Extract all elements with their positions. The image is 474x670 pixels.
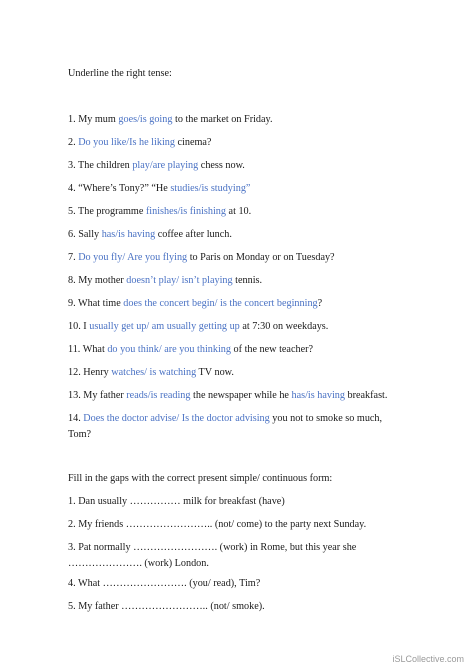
site-watermark: iSLCollective.com [392,654,464,664]
question-text: you not to smoke so much, [269,413,383,424]
question-10 [68,320,328,333]
question-text: to Paris on Monday or on Tuesday? [187,252,335,263]
question-text: at 7:30 on weekdays. [239,321,329,332]
question-number: 6. [68,229,79,240]
question-11 [68,343,313,356]
tense-options[interactable]: usually get up/ am usually getting up [89,321,240,332]
question-number: 14. [68,413,84,424]
question-number: 3. [68,160,79,171]
question-4 [68,182,250,195]
gap-question-5: 5. My father …………………….. (not/ smoke). [68,601,265,612]
question-text: at 10. [226,206,252,217]
question-number: 2. [68,137,79,148]
question-text: chess now. [198,160,245,171]
tense-options[interactable]: studies/is studying” [170,183,251,194]
question-8 [68,274,262,287]
question-number: 8. [68,275,79,286]
question-12 [68,366,234,379]
tense-options[interactable]: Do you like/Is he liking [78,137,175,148]
question-text: breakfast. [344,390,388,401]
tense-options[interactable]: does the concert begin/ is the concert beginning [123,298,318,309]
question-text: What [82,344,108,355]
gap-question-1: 1. Dan usually …………… milk for breakfast (have) [68,496,285,507]
question-text: tennis. [232,275,263,286]
question-text: “Where’s Tony?” “He [78,183,171,194]
question-number: 11. [68,344,83,355]
question-number: 13. [68,390,84,401]
tense-options[interactable]: has/is having [291,390,345,401]
tense-options[interactable]: watches/ is watching [111,367,197,378]
question-number: 12. [68,367,84,378]
question-text: Sally [78,229,102,240]
question-number: 1. [68,114,79,125]
question-number: 7. [68,252,79,263]
question-text: of the new teacher? [230,344,314,355]
question-14-continuation: Tom? [68,429,92,440]
tense-options[interactable]: do you think/ are you thinking [107,344,231,355]
gap-question-3: 3. Pat normally ……………………. (work) in Rome, but this year she [68,542,357,553]
question-text: the newspaper while he [190,390,292,401]
question-text: Henry [83,367,112,378]
question-14 [68,412,382,425]
question-text: The programme [78,206,146,217]
question-number: 9. [68,298,79,309]
gap-question-4: 4. What ……………………. (you/ read), Tim? [68,578,261,589]
tense-options[interactable]: has/is having [101,229,156,240]
question-3 [68,159,245,172]
tense-options[interactable]: play/are playing [132,160,199,171]
question-text: TV now. [196,367,234,378]
tense-options[interactable]: Does the doctor advise/ Is the doctor advising [83,413,270,424]
question-number: 5. [68,206,79,217]
question-text: My father [83,390,127,401]
question-number: 10. [68,321,84,332]
question-13 [68,389,387,402]
question-text: My mum [78,114,119,125]
part2-instruction: Fill in the gaps with the correct present simple/ continuous form: [68,473,333,484]
question-7 [68,251,335,264]
question-text: I [83,321,90,332]
tense-options[interactable]: goes/is going [118,114,173,125]
question-text: to the market on Friday. [172,114,273,125]
tense-options[interactable]: doesn’t play/ isn’t playing [126,275,233,286]
tense-options[interactable]: Do you fly/ Are you flying [78,252,188,263]
question-6 [68,228,232,241]
gap-question-2: 2. My friends …………………….. (not/ come) to the party next Sunday. [68,519,367,530]
question-5 [68,205,251,218]
question-text: What time [78,298,124,309]
question-text: coffee after lunch. [155,229,232,240]
question-2 [68,136,211,149]
part1-instruction: Underline the right tense: [68,68,172,79]
question-text: cinema? [174,137,212,148]
question-number: 4. [68,183,79,194]
tense-options[interactable]: reads/is reading [126,390,191,401]
tense-options[interactable]: finishes/is finishing [145,206,226,217]
question-text: ? [317,298,323,309]
gap-question-3-continuation: …………………. (work) London. [68,558,209,569]
question-9 [68,297,322,310]
question-text: My mother [78,275,127,286]
question-1 [68,113,273,126]
question-text: The children [78,160,133,171]
